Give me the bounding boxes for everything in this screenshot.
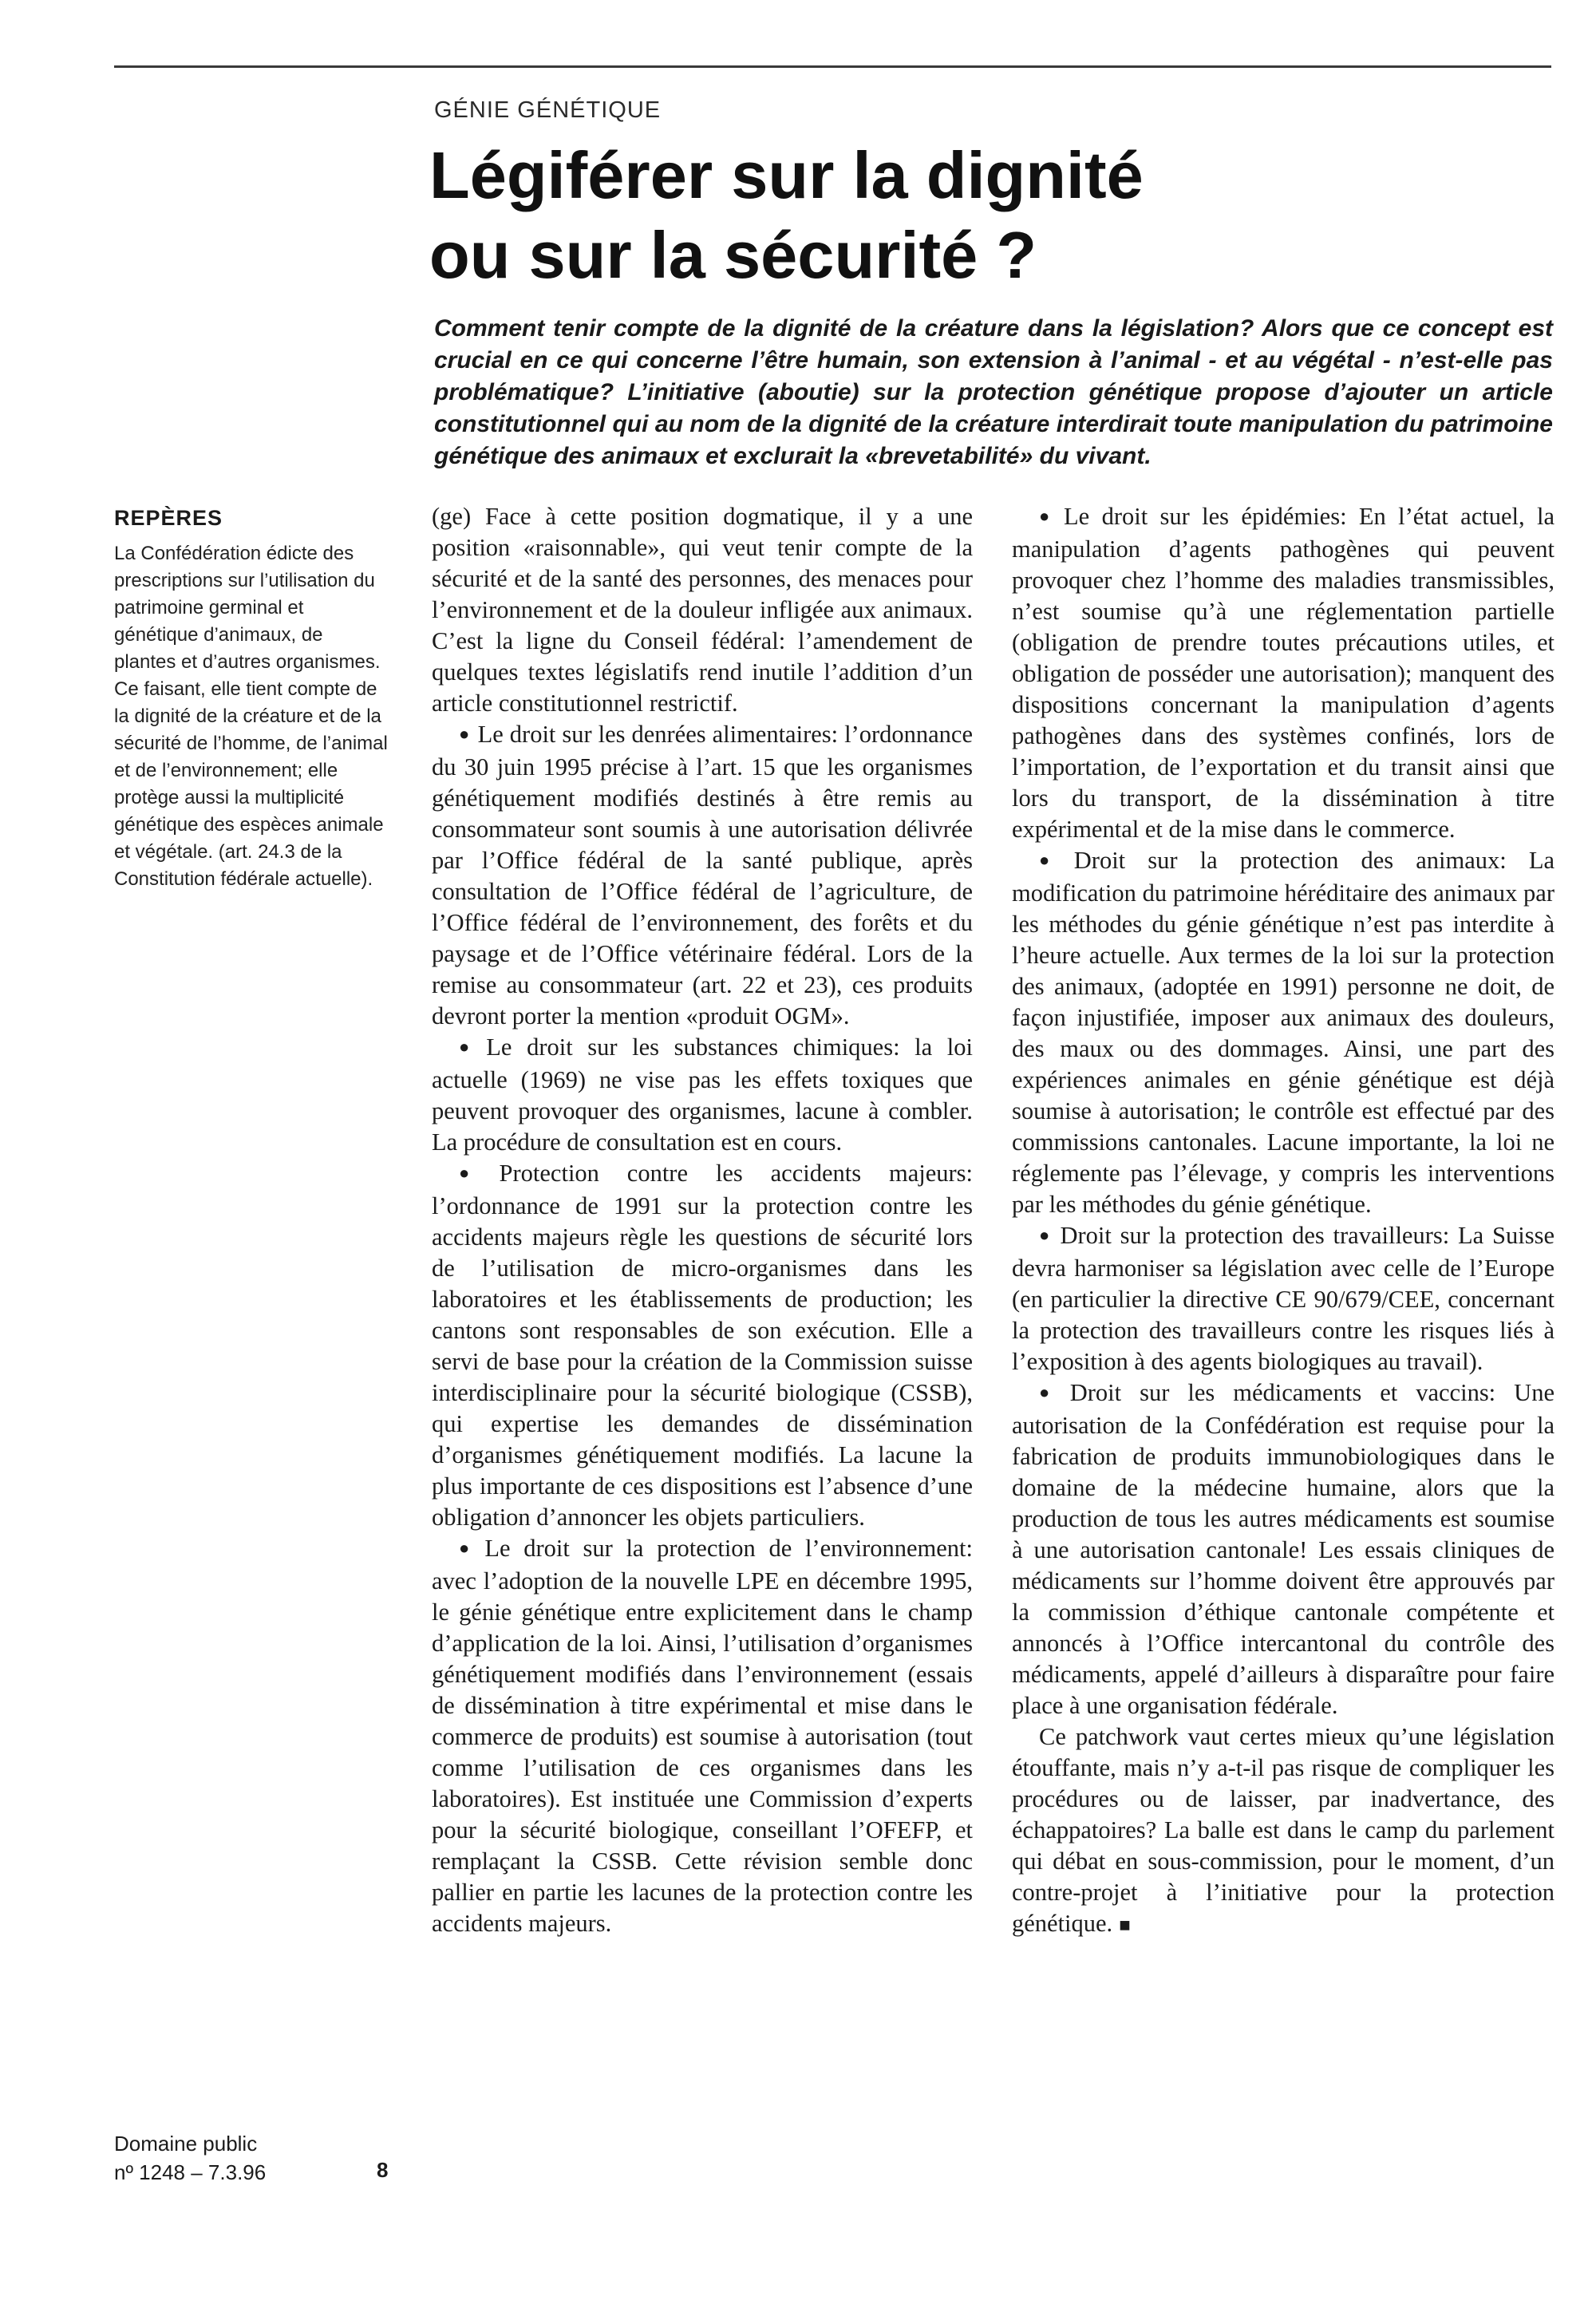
paragraph-accidents: ● Protection contre les accidents majeurs: l’ordonnance de 1991 sur la protection contre les accidents majeurs règle les questions de sécurité lors de l’utilisation de micro-organismes dans les laboratoires et les établissements de production; les cantons sont responsables de son exécution. Elle a servi de base pour la création de la Commission suisse interdisciplinaire pour la sécurité biologique (CSSB), qui expertise les demandes de dissémination d’organismes génétiquement modifiés. La lacune la plus importante de ces dispositions est l’absence d’une obligation d’annoncer les objets particuliers. xyxy=(432,1158,973,1533)
paragraph-substances: ● Le droit sur les substances chimiques: la loi actuelle (1969) ne vise pas les effets toxiques que peuvent provoquer des organismes, lacune à combler. La procédure de consultation est en cours. xyxy=(432,1032,973,1158)
sidebar-heading: REPÈRES xyxy=(114,506,223,530)
sidebar-text: La Confédération édicte des prescriptions sur l’utilisation du patrimoine germinal et génétique d’animaux, de plantes et d’autres organismes. Ce faisant, elle tient compte de la dignité de la créature et de la sécurité de l’homme, de l’animal et de l’environnement; elle protège aussi la multiplicité génétique des espèces animale et végétale. (art. 24.3 de la Constitution fédérale actuelle). xyxy=(114,543,388,890)
article-title xyxy=(429,136,1467,295)
paragraph-travailleurs: ● Droit sur la protection des travailleurs: La Suisse devra harmoniser sa législation avec celle de l’Europe (en particulier la directive CE 90/679/CEE, concernant la protection des travailleurs contre les risques liés à l’exposition à des agents biologiques au travail). xyxy=(1012,1220,1555,1377)
publication-name: Domaine public xyxy=(114,2132,258,2156)
paragraph-medicaments: ● Droit sur les médicaments et vaccins: Une autorisation de la Confédération est requise pour la fabrication de produits immunobiologiques dans le domaine de la médecine humaine, alors que la production de tous les autres médicaments est soumise à une autorisation cantonale! Les essais cliniques de médicaments sur l’homme doivent être approuvés par la commission d’éthique cantonale compétente et annoncés à l’Office intercantonal du contrôle des médicaments, appelé d’ailleurs à disparaître pour faire place à une organisation fédérale. xyxy=(1012,1377,1555,1721)
title-line-1: Légiférer sur la dignité xyxy=(429,138,1144,212)
footer-publication xyxy=(114,2129,266,2187)
paragraph-denrees: ● Le droit sur les denrées alimentaires: l’ordonnance du 30 juin 1995 précise à l’art. 15 que les organismes génétiquement modifiés destinés à être remis au consommateur sont soumis à une autorisation délivrée par l’Office fédéral de la santé publique, après consultation de l’Office fédéral de l’agriculture, de l’Office fédéral de l’environnement, des forêts et du paysage et de l’Office vétérinaire fédéral. Lors de la remise au consommateur (art. 22 et 23), ces produits devront porter la mention «produit OGM». xyxy=(432,719,973,1032)
title-line-2: ou sur la sécurité ? xyxy=(429,218,1037,292)
top-rule xyxy=(114,65,1551,68)
article-lead: Comment tenir compte de la dignité de la créature dans la législation? Alors que ce concept est crucial en ce qui concerne l’être humain, son extension à l’animal - et au végétal - n’est-elle pas problématique? L’initiative (aboutie) sur la protection génétique propose d’ajouter un article constitutionnel qui au nom de la dignité de la créature interdirait toute manipulation du patrimoine génétique des animaux et exclurait la «brevetabilité» du vivant. xyxy=(434,315,1553,469)
paragraph-animaux: ● Droit sur la protection des animaux: La modification du patrimoine héréditaire des animaux par les méthodes du génie génétique n’est pas interdite à l’heure actuelle. Aux termes de la loi sur la protection des animaux, (adoptée en 1991) personne ne doit, de façon injustifiée, imposer aux animaux des douleurs, des maux ou des dommages. Ainsi, une part des expériences animales en génie génétique est déjà soumise à autorisation; le contrôle est effectué par des commissions cantonales. Lacune importante, la loi ne réglemente pas l’élevage, y compris les interventions par les méthodes du génie génétique. xyxy=(1012,845,1555,1220)
body-column-1 xyxy=(432,501,973,1939)
section-kicker: GÉNIE GÉNÉTIQUE xyxy=(434,97,662,123)
paragraph-environnement: ● Le droit sur la protection de l’environnement: avec l’adoption de la nouvelle LPE en décembre 1995, le génie génétique entre explicitement dans le champ d’application de la loi. Ainsi, l’utilisation d’organismes génétiquement modifiés dans l’environnement (essais de dissémination à titre expérimental et mise dans le commerce de produits) est soumise à autorisation (tout comme l’utilisation de ces organismes dans les laboratoires). Est instituée une Commission d’experts pour la sécurité biologique, conseillant l’OFEFP, et remplaçant la CSSB. Cette révision semble donc pallier en partie les lacunes de la protection contre les accidents majeurs. xyxy=(432,1533,973,1939)
paragraph-intro: (ge) Face à cette position dogmatique, il y a une position «raisonnable», qui veut tenir compte de la sécurité et de la santé des personnes, des menaces pour l’environnement et de la douleur infligée aux animaux. C’est la ligne du Conseil fédéral: l’amendement de quelques textes législatifs rend inutile l’addition d’un article constitutionnel restrictif. xyxy=(432,503,973,717)
page-number: 8 xyxy=(377,2158,389,2182)
body-column-2 xyxy=(1012,501,1555,1942)
reperes-sidebar xyxy=(114,506,389,893)
paragraph-conclusion: Ce patchwork vaut certes mieux qu’une législation étouffante, mais n’y a-t-il pas risque de compliquer les procédures ou de laisser, par inadvertance, des échappatoires? La balle est dans le camp du parlement qui débat en sous-commission, pour le moment, d’un contre-projet à l’initiative pour la protection génétique. ■ xyxy=(1012,1721,1555,1942)
paragraph-epidemies: ● Le droit sur les épidémies: En l’état actuel, la manipulation d’agents pathogènes qui peuvent provoquer chez l’homme des maladies transmissibles, n’est soumise qu’à une réglementation partielle (obligation de prendre toutes précautions utiles, et obligation de posséder une autorisation); manquent des dispositions concernant la manipulation d’agents pathogènes dans des systèmes confinés, lors de l’importation, de l’exportation et du transit ainsi que lors du transport, de la dissémination à titre expérimental et de la mise dans le commerce. xyxy=(1012,501,1555,845)
issue-number: nº 1248 – 7.3.96 xyxy=(114,2160,267,2184)
